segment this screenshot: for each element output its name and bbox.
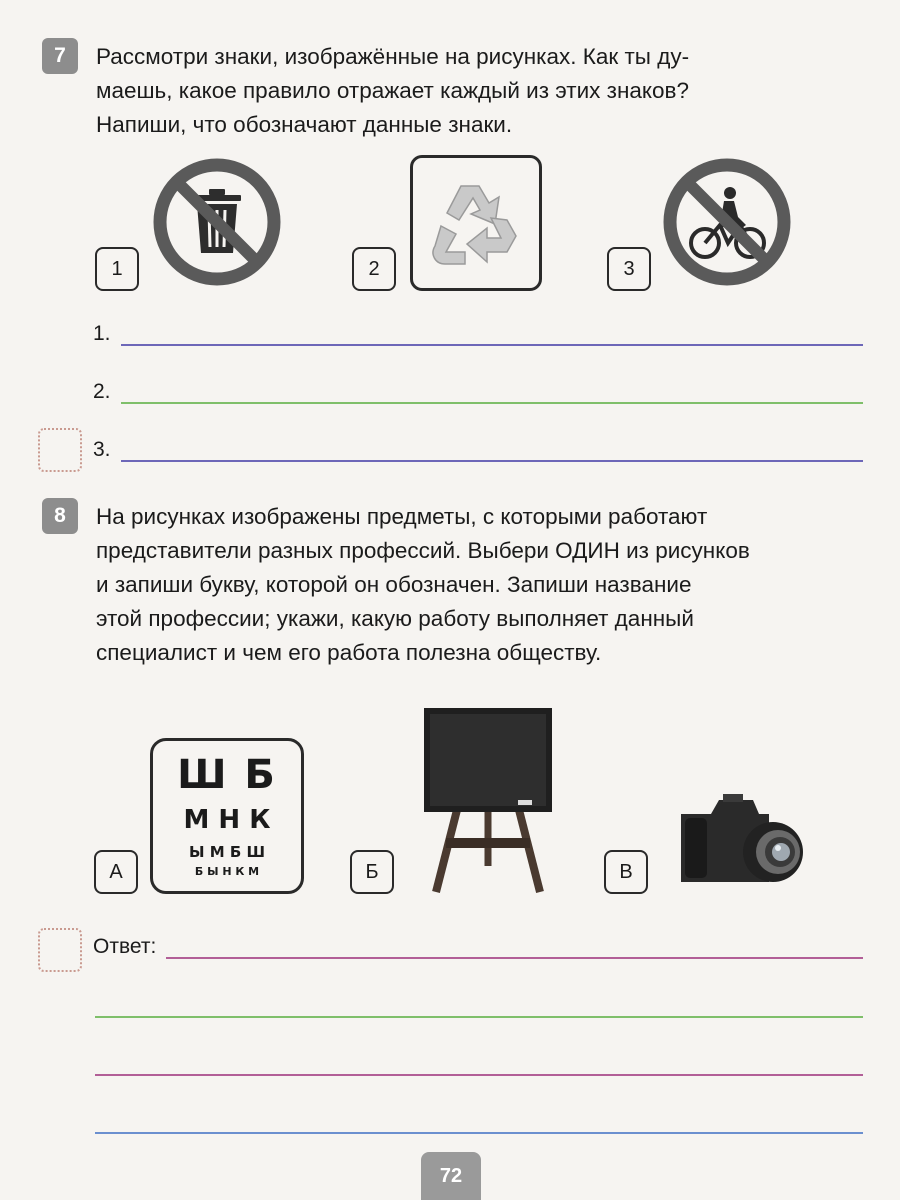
answer-line-3[interactable] bbox=[95, 1074, 863, 1076]
answer-2-label: 2. bbox=[93, 380, 111, 403]
task-8-text bbox=[96, 500, 866, 670]
answer-line-1[interactable] bbox=[166, 957, 863, 959]
answer-1-label: 1. bbox=[93, 322, 111, 345]
sign-1-label: 1 bbox=[95, 247, 139, 291]
answer-2-line[interactable] bbox=[121, 402, 863, 404]
eye-chart-row-3: Ы М Б Ш bbox=[188, 843, 266, 861]
eye-chart-row-2: М Н К bbox=[183, 805, 271, 835]
answer-line-2[interactable] bbox=[95, 1016, 863, 1018]
answer-line-4[interactable] bbox=[95, 1132, 863, 1134]
sign-3-label: 3 bbox=[607, 247, 651, 291]
answer-3-label: 3. bbox=[93, 438, 111, 461]
task-8-score-box[interactable] bbox=[38, 928, 82, 972]
task-7-line-3: Напиши, что обозначают данные знаки. bbox=[96, 112, 513, 137]
task-7-text bbox=[96, 40, 866, 142]
blackboard-easel-icon bbox=[410, 706, 566, 894]
recycle-sign-icon bbox=[413, 158, 539, 288]
sign-2-label: 2 bbox=[352, 247, 396, 291]
eye-chart-row-1: Ш Б bbox=[177, 752, 277, 798]
answer-3-line[interactable] bbox=[121, 460, 863, 462]
eye-chart-row-4: Б Ы Н К М bbox=[194, 865, 260, 878]
answer-row-3[interactable] bbox=[93, 438, 863, 462]
task-7-line-1: Рассмотри знаки, изображённые на рисунках. Как ты ду- bbox=[96, 44, 690, 69]
task-8-line-3: и запиши букву, которой он обозначен. Запиши название bbox=[96, 572, 692, 597]
task-7-score-box[interactable] bbox=[38, 428, 82, 472]
task-7-badge: 7 bbox=[42, 38, 78, 74]
page-number: 72 bbox=[421, 1152, 481, 1200]
camera-icon bbox=[675, 790, 810, 890]
answer-row-2[interactable] bbox=[93, 380, 863, 404]
task-8-line-5: специалист и чем его работа полезна обществу. bbox=[96, 640, 602, 665]
recycle-sign-frame bbox=[410, 155, 542, 291]
item-b-label: Б bbox=[350, 850, 394, 894]
task-7-line-2: маешь, какое правило отражает каждый из этих знаков? bbox=[96, 78, 689, 103]
task-8-badge: 8 bbox=[42, 498, 78, 534]
item-a-label: А bbox=[94, 850, 138, 894]
eye-chart-icon bbox=[150, 738, 304, 894]
answer-label: Ответ: bbox=[93, 935, 157, 958]
item-v-label: В bbox=[604, 850, 648, 894]
no-bicycles-sign-icon bbox=[660, 155, 794, 289]
answer-row-1[interactable] bbox=[93, 322, 863, 346]
task-8-line-2: представители разных профессий. Выбери ОДИН из рисунков bbox=[96, 538, 750, 563]
answer-row-main[interactable] bbox=[93, 935, 863, 959]
task-8-line-4: этой профессии; укажи, какую работу выполняет данный bbox=[96, 606, 694, 631]
answer-1-line[interactable] bbox=[121, 344, 863, 346]
task-8-line-1: На рисунках изображены предметы, с которыми работают bbox=[96, 504, 708, 529]
no-litter-sign-icon bbox=[150, 155, 284, 289]
